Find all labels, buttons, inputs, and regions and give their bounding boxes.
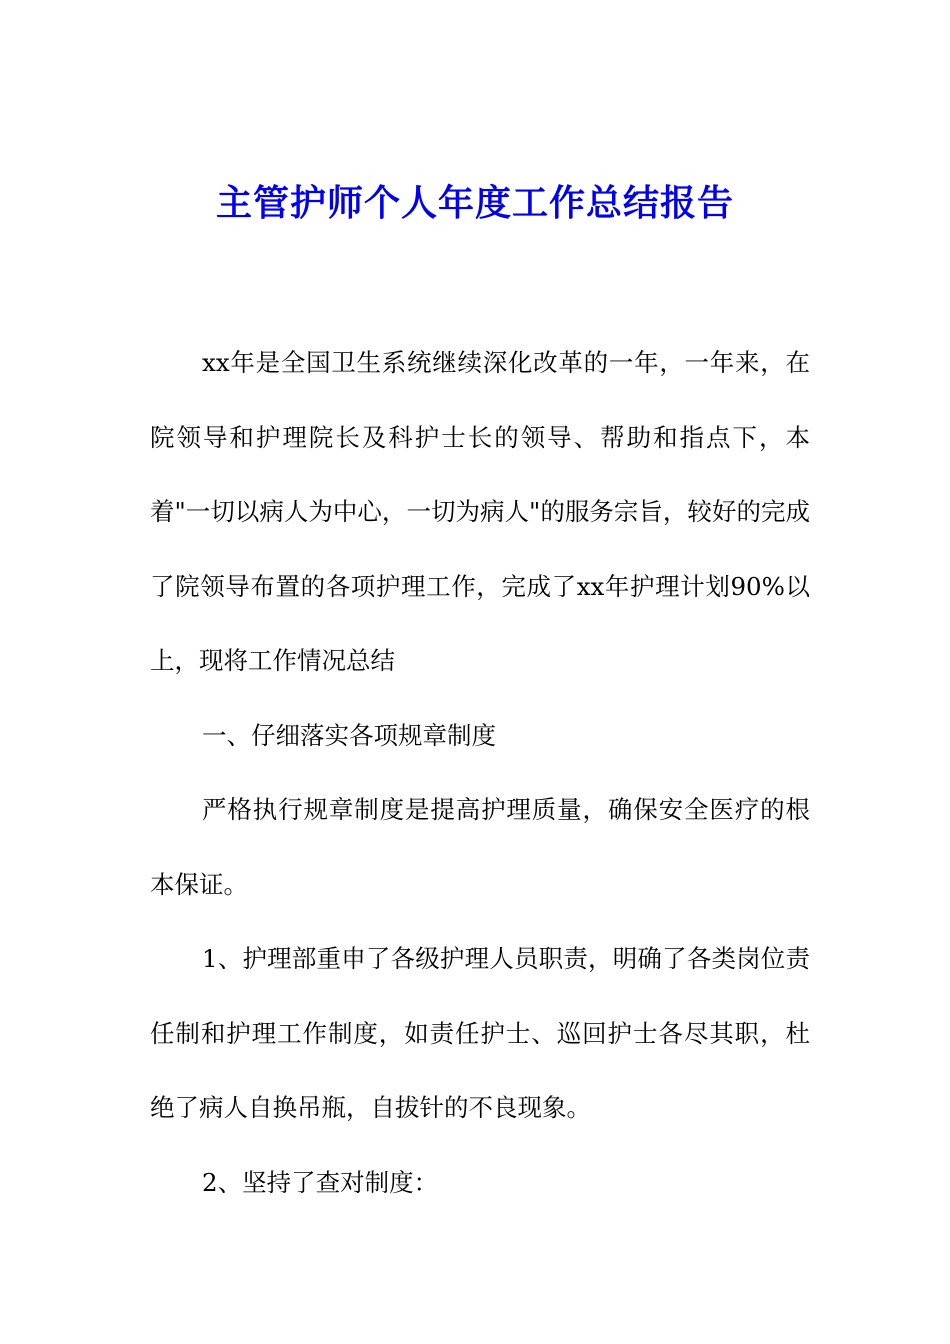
paragraph-item-2: 2、坚持了查对制度： <box>202 1167 439 1197</box>
document-body <box>150 326 810 1220</box>
paragraph-rules: 严格执行规章制度是提高护理质量，确保安全医疗的根本保证。 <box>150 795 810 899</box>
section-heading-1: 一、仔细落实各项规章制度 <box>202 720 496 750</box>
paragraph-item-1: 1、护理部重申了各级护理人员职责，明确了各类岗位责任制和护理工作制度，如责任护士、巡回护士各尽其职，杜绝了病人自换吊瓶，自拔针的不良现象。 <box>150 944 810 1122</box>
document-title: 主管护师个人年度工作总结报告 <box>215 182 734 224</box>
paragraph-intro: xx年是全国卫生系统继续深化改革的一年，一年来，在院领导和护理院长及科护士长的领导、帮助和指点下，本着"一切以病人为中心，一切为病人"的服务宗旨，较好的完成了院领导布置的各项护理工作，完成了xx年护理计划90%以上，现将工作情况总结 <box>150 348 810 675</box>
